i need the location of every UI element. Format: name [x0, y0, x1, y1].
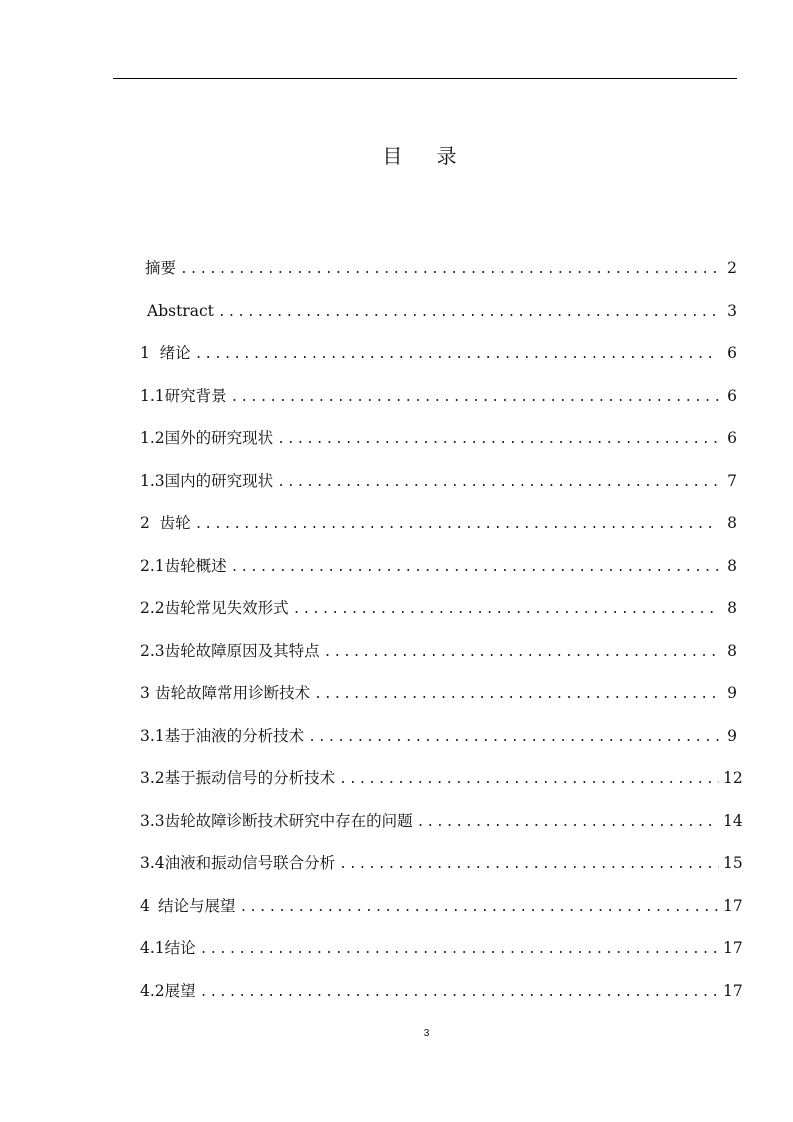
toc-entry-number: 2.1	[140, 556, 165, 575]
toc-entry-number: 3.2	[140, 769, 165, 787]
toc-entry-number: 4.2	[140, 981, 165, 1000]
toc-entry-label: 基于油液的分析技术	[164, 726, 305, 745]
toc-entry-section-1-2[interactable]	[140, 426, 737, 469]
toc-entry-section-3-2[interactable]	[140, 766, 743, 809]
toc-entry-chapter-1[interactable]	[140, 341, 737, 384]
toc-entry-abstract-cn[interactable]	[140, 256, 737, 299]
toc-entry-section-1-3[interactable]	[140, 469, 737, 512]
dot-leader	[239, 896, 719, 920]
toc-entry-number: 2.2	[140, 599, 165, 617]
toc-entry-label: 齿轮故障原因及其特点	[164, 641, 320, 660]
toc-entry-page: 8	[727, 556, 737, 575]
toc-entry-number: 4	[140, 896, 150, 915]
toc-entry-label: 绪论	[159, 344, 191, 362]
page-number: 3	[423, 1028, 430, 1039]
toc-entry-label: 油液和振动信号联合分析	[164, 854, 336, 872]
toc-entry-section-3-3[interactable]	[140, 809, 743, 852]
toc-entry-section-3-1[interactable]	[140, 724, 737, 767]
toc-entry-page: 7	[727, 471, 737, 490]
toc-entry-page: 12	[723, 769, 743, 787]
toc-entry-page: 9	[727, 684, 737, 702]
dot-leader	[277, 471, 719, 495]
toc-entry-number: 4.1	[140, 939, 165, 957]
dot-leader	[417, 811, 719, 835]
toc-entry-label: 齿轮概述	[164, 556, 227, 575]
toc-entry-label: 齿轮故障诊断技术研究中存在的问题	[164, 811, 413, 830]
toc-entry-page: 17	[723, 981, 743, 1000]
toc-entry-section-2-3[interactable]	[140, 639, 737, 682]
toc-entry-number: 3.4	[140, 854, 165, 872]
toc-entry-number: 1.3	[140, 471, 165, 490]
toc-entry-page: 8	[727, 641, 737, 660]
dot-leader	[314, 683, 719, 707]
toc-title: 目 录	[382, 144, 471, 168]
toc-entry-label: 齿轮	[159, 514, 191, 532]
toc-entry-chapter-4[interactable]	[140, 894, 743, 937]
toc-entry-label: 研究背景	[164, 386, 227, 405]
header-rule	[113, 78, 737, 79]
dot-leader	[195, 513, 719, 537]
toc-list	[140, 256, 743, 1021]
toc-entry-chapter-2[interactable]	[140, 511, 737, 554]
toc-entry-page: 15	[723, 854, 743, 872]
toc-entry-number: 1	[140, 344, 150, 362]
toc-entry-page: 14	[723, 811, 743, 830]
toc-entry-label: 基于振动信号的分析技术	[164, 769, 336, 787]
toc-entry-page: 17	[723, 939, 743, 957]
toc-entry-page: 8	[727, 514, 737, 532]
toc-entry-label: 齿轮常见失效形式	[164, 599, 289, 617]
toc-entry-number: 3	[140, 684, 150, 702]
toc-entry-section-1-1[interactable]	[140, 384, 737, 427]
dot-leader	[339, 853, 719, 877]
toc-entry-label: 结论与展望	[157, 896, 236, 915]
toc-entry-section-2-2[interactable]	[140, 596, 737, 639]
toc-entry-label: 摘要	[145, 259, 177, 277]
toc-entry-page: 3	[727, 301, 737, 320]
dot-leader	[293, 598, 719, 622]
dot-leader	[231, 556, 719, 580]
toc-entry-page: 6	[727, 344, 737, 362]
dot-leader	[231, 386, 719, 410]
dot-leader	[277, 428, 719, 452]
dot-leader	[324, 641, 719, 665]
toc-entry-section-4-1[interactable]	[140, 936, 743, 979]
toc-entry-label: 齿轮故障常用诊断技术	[155, 684, 311, 702]
dot-leader	[218, 301, 719, 325]
toc-entry-number: 2	[140, 514, 150, 532]
toc-entry-page: 6	[727, 386, 737, 405]
toc-entry-page: 2	[727, 259, 737, 277]
dot-leader	[308, 726, 719, 750]
toc-entry-chapter-3[interactable]	[140, 681, 737, 724]
toc-entry-number: 2.3	[140, 641, 165, 660]
toc-entry-label: 结论	[164, 939, 196, 957]
toc-entry-page: 6	[727, 429, 737, 447]
toc-entry-label: 国内的研究现状	[164, 471, 274, 490]
toc-entry-number: 1.2	[140, 429, 165, 447]
dot-leader	[339, 768, 719, 792]
toc-entry-label: 国外的研究现状	[164, 429, 274, 447]
toc-entry-number: 3.3	[140, 811, 165, 830]
toc-entry-page: 9	[727, 726, 737, 745]
toc-entry-abstract-en[interactable]	[140, 299, 737, 342]
dot-leader	[200, 938, 719, 962]
toc-entry-section-2-1[interactable]	[140, 554, 737, 597]
toc-entry-label: Abstract	[147, 301, 214, 320]
dot-leader	[180, 258, 719, 282]
toc-entry-number: 1.1	[140, 386, 165, 405]
toc-entry-section-4-2[interactable]	[140, 979, 743, 1022]
toc-entry-section-3-4[interactable]	[140, 851, 743, 894]
dot-leader	[195, 343, 719, 367]
toc-entry-number: 3.1	[140, 726, 165, 745]
toc-entry-page: 8	[727, 599, 737, 617]
toc-entry-page: 17	[723, 896, 743, 915]
dot-leader	[200, 981, 719, 1005]
toc-entry-label: 展望	[164, 981, 196, 1000]
